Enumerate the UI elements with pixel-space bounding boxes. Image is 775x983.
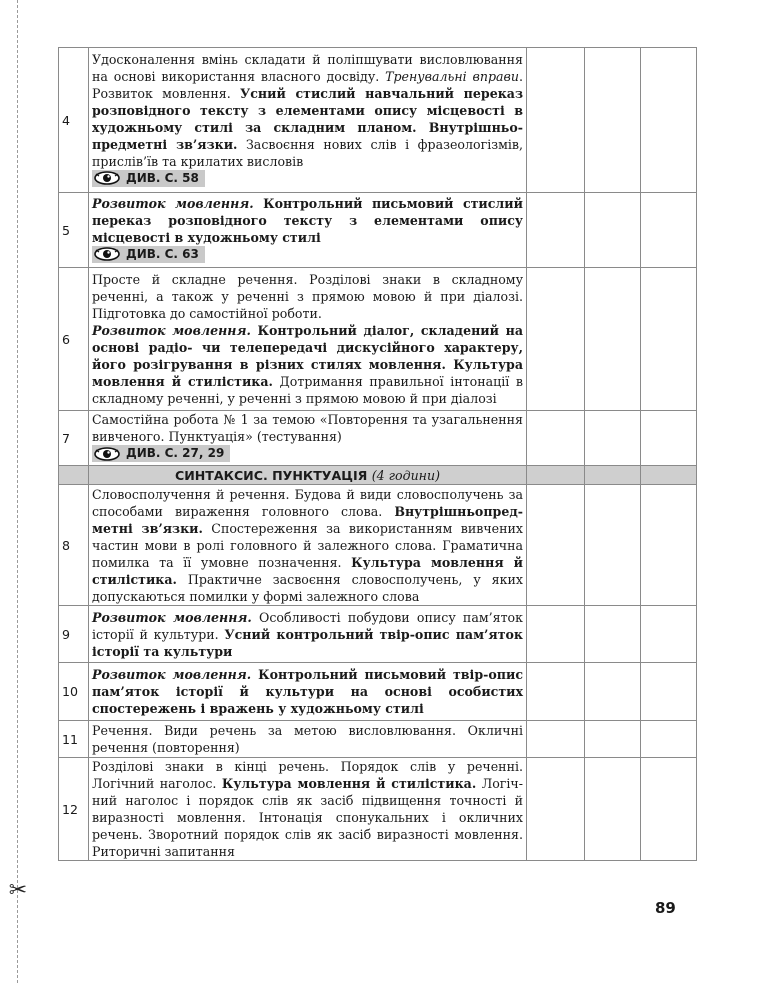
reference-text: ДИВ. С. 63 (126, 246, 199, 261)
eye-icon (94, 447, 120, 461)
table-row (59, 268, 697, 411)
lesson-topic (89, 758, 527, 861)
empty-cell (641, 466, 697, 485)
empty-cell (585, 48, 641, 193)
table-row (59, 758, 697, 861)
empty-cell (527, 48, 585, 193)
empty-cell (641, 758, 697, 861)
lesson-topic (89, 663, 527, 721)
section-title: СИНТАКСИС. ПУНКТУАЦІЯ (174, 467, 368, 483)
lesson-plan-table (58, 47, 697, 861)
topic-text: Внутрішньопредметні зв’язки. (92, 503, 523, 536)
lesson-number: 5 (59, 193, 89, 268)
topic-text: Розвиток мовлення. (92, 609, 252, 625)
empty-cell (527, 485, 585, 606)
lesson-topic (89, 193, 527, 268)
topic-text: Засвоєння нових слів і фразеологізмів, прислів’їв та крилатих висловів (92, 136, 524, 169)
empty-cell (585, 606, 641, 663)
empty-cell (585, 268, 641, 411)
topic-text: Особливості побудови опису пам’яток історії й культури. (92, 609, 523, 642)
topic-text: Контрольний діалог, складений на основі радіо- чи телепередачі дискусійного характеру, його розігрування в різних стилях мовлення. Культура мовлення й стилістика. (92, 323, 523, 389)
lesson-number: 10 (59, 663, 89, 721)
topic-text: Практичне засвоєння словосполучень, у яких допускаються помилки у формі залежного слова (92, 571, 523, 604)
empty-cell (585, 721, 641, 758)
empty-cell (585, 485, 641, 606)
eye-icon (94, 171, 120, 185)
empty-cell (641, 268, 697, 411)
empty-cell (527, 721, 585, 758)
topic-text: Самостійна робота № 1 за темою «Повторення та узагальнення вивченого. Пунктуація» (тестування) (92, 412, 523, 445)
page-number: 89 (655, 899, 676, 917)
topic-text: Контрольний письмовий твір-опис пам’яток історії й культури на основі особистих спостережень і вражень у художньому стилі (92, 667, 523, 716)
topic-text: Розділові знаки в кінці речень. Порядок слів у реченні. Логічний наголос. (92, 759, 523, 791)
empty-cell (641, 411, 697, 466)
topic-text: Культура мовлення й стилістика. (92, 554, 524, 587)
reference-text: ДИВ. С. 58 (126, 170, 199, 185)
lesson-topic (89, 606, 527, 663)
section-header-row (59, 466, 697, 485)
table-row (59, 48, 697, 193)
scissors-icon: ✂ (8, 878, 28, 903)
topic-text: Тренувальні вправи (385, 68, 519, 84)
empty-cell (527, 758, 585, 861)
table-row (59, 606, 697, 663)
empty-cell (527, 663, 585, 721)
lesson-number: 9 (59, 606, 89, 663)
lesson-number: 12 (59, 758, 89, 861)
lesson-topic (89, 411, 527, 466)
topic-text: Усний стислий навчальний переказ розповідного тексту з елементами опису місцевості в художньому стилі за складним планом. Внутрішньопредметні зв’язки. (92, 85, 523, 152)
eye-icon (94, 247, 120, 261)
page-reference (92, 170, 205, 187)
empty-cell (641, 193, 697, 268)
lesson-number: 6 (59, 268, 89, 411)
empty-cell (585, 466, 641, 485)
table-row (59, 411, 697, 466)
lesson-topic (89, 721, 527, 758)
table-row (59, 193, 697, 268)
empty-cell (527, 411, 585, 466)
topic-text: Розвиток мовлення. (92, 323, 251, 338)
empty-cell (585, 193, 641, 268)
empty-cell (585, 411, 641, 466)
topic-text: Усний контрольний твір-опис пам’яток історії та культури (92, 626, 524, 659)
empty-cell (641, 485, 697, 606)
topic-text: Контрольний письмовий стислий переказ розповідного тексту з елементами опису місцевості в художньому стилі (92, 195, 523, 245)
empty-cell (527, 466, 585, 485)
empty-cell (641, 721, 697, 758)
topic-text: Удосконалення вмінь складати й поліпшувати висловлювання на основі використання власного досвіду. (92, 51, 523, 84)
empty-cell (527, 268, 585, 411)
section-number-cell (59, 466, 89, 485)
topic-text: Розвиток мовлення. (92, 667, 252, 682)
topic-text: Просте й складне речення. Розділові знаки в складному реченні, а також у реченні з прямою мовою й при діалозі. Підготовка до самостійної роботи. (92, 272, 523, 321)
page-reference (92, 445, 230, 462)
empty-cell (585, 663, 641, 721)
table-row (59, 721, 697, 758)
topic-text: . Розвиток мовлення. (92, 68, 523, 101)
empty-cell (641, 48, 697, 193)
topic-text: Розвиток мовлення. (92, 195, 254, 211)
topic-text: Логічний наголос і порядок слів як засіб підвищення точності й виразності мовлення. Інтонація спонукальних і окличних речень. Зворотний порядок слів як засіб виразності мовлення. Риторичні запитання (92, 776, 523, 859)
topic-text: Речення. Види речень за метою висловлювання. Окличні речення (повторення) (92, 723, 523, 755)
lesson-topic (89, 485, 527, 606)
table-row (59, 663, 697, 721)
reference-text: ДИВ. С. 27, 29 (126, 446, 225, 461)
page-reference (92, 246, 205, 263)
table-row (59, 485, 697, 606)
empty-cell (527, 606, 585, 663)
topic-text: Культура мовлення й стилістика. (221, 776, 477, 791)
empty-cell (641, 663, 697, 721)
lesson-number: 8 (59, 485, 89, 606)
topic-text: Словосполучення й речення. Будова й види словосполучень за способами вираження головного слова. (92, 486, 523, 519)
cut-line (17, 0, 18, 983)
lesson-number: 11 (59, 721, 89, 758)
empty-cell (585, 758, 641, 861)
empty-cell (527, 193, 585, 268)
lesson-number: 4 (59, 48, 89, 193)
section-hours: (4 години) (371, 467, 441, 483)
topic-text: Дотримання правильної інтонації в складному реченні, у реченні з прямою мовою й при діалозі (92, 374, 523, 406)
section-title-cell (89, 466, 527, 485)
lesson-topic (89, 48, 527, 193)
empty-cell (641, 606, 697, 663)
lesson-topic (89, 268, 527, 411)
topic-text: Спостереження за використанням вивчених частин мови в ролі головного й залежного слова. Граматична помилка та її умовне позначення. (92, 520, 523, 570)
lesson-number: 7 (59, 411, 89, 466)
